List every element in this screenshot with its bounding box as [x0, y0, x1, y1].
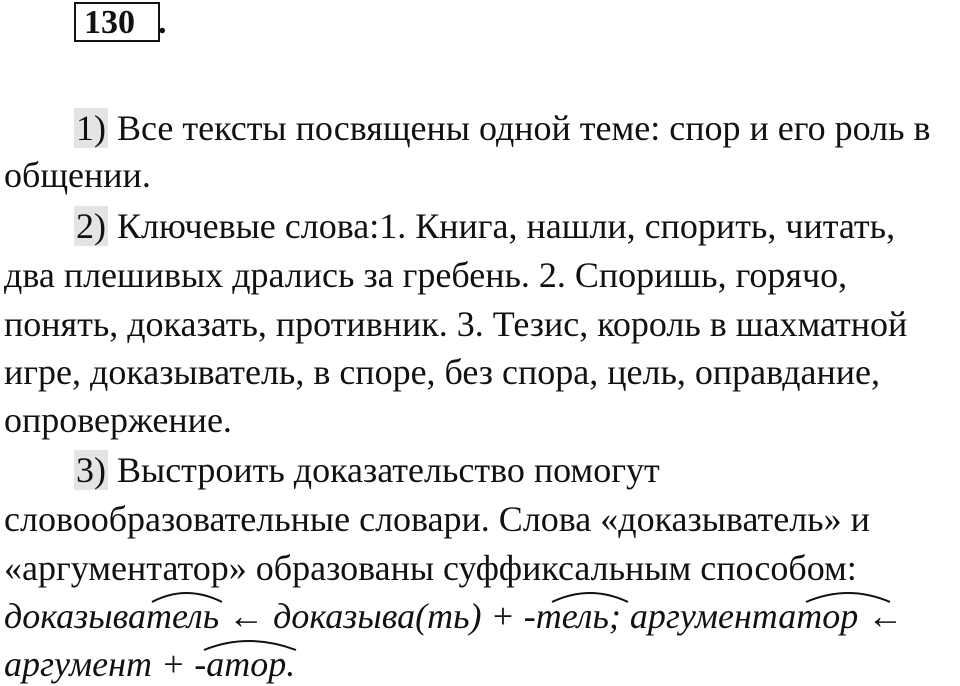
p1-marker: 1)	[76, 108, 106, 148]
p2-marker: 2)	[76, 206, 106, 246]
suffix-arc-tel-1	[152, 593, 222, 602]
suffix-arc-ator-1	[806, 593, 890, 602]
exercise-number: 130	[84, 4, 135, 41]
p2-line3: понять, доказать, противник. 3. Тезис, король в шахматной	[4, 304, 908, 344]
suffix-arc-ator-2	[204, 641, 296, 650]
p1-text-1: Все тексты посвящены одной теме: спор и его роль в	[117, 108, 931, 148]
p2-line4: игре, доказыватель, в споре, без спора, цель, оправдание,	[4, 352, 881, 392]
p3-marker: 3)	[76, 450, 106, 490]
p3-line4: доказыватель ← доказыва(ть) + -тель; аргументатор ←	[4, 596, 904, 636]
p2-line5: опровержение.	[4, 400, 232, 440]
exercise-number-dot: .	[158, 4, 167, 41]
suffix-arc-tel-2	[552, 593, 628, 602]
p3-text-1: Выстроить доказательство помогут	[117, 450, 660, 490]
p2-line2: два плешивых дрались за гребень. 2. Споришь, горячо,	[4, 255, 848, 295]
p1-line2: общении.	[4, 155, 151, 195]
p3-line2: словообразовательные словари. Слова «доказыватель» и	[4, 499, 870, 539]
p3-line5: аргумент + -атор.	[4, 644, 296, 684]
p2-text-1: Ключевые слова:1. Книга, нашли, спорить, читать,	[117, 206, 896, 246]
p3-line3: «аргументатор» образованы суффиксальным способом:	[4, 548, 857, 588]
